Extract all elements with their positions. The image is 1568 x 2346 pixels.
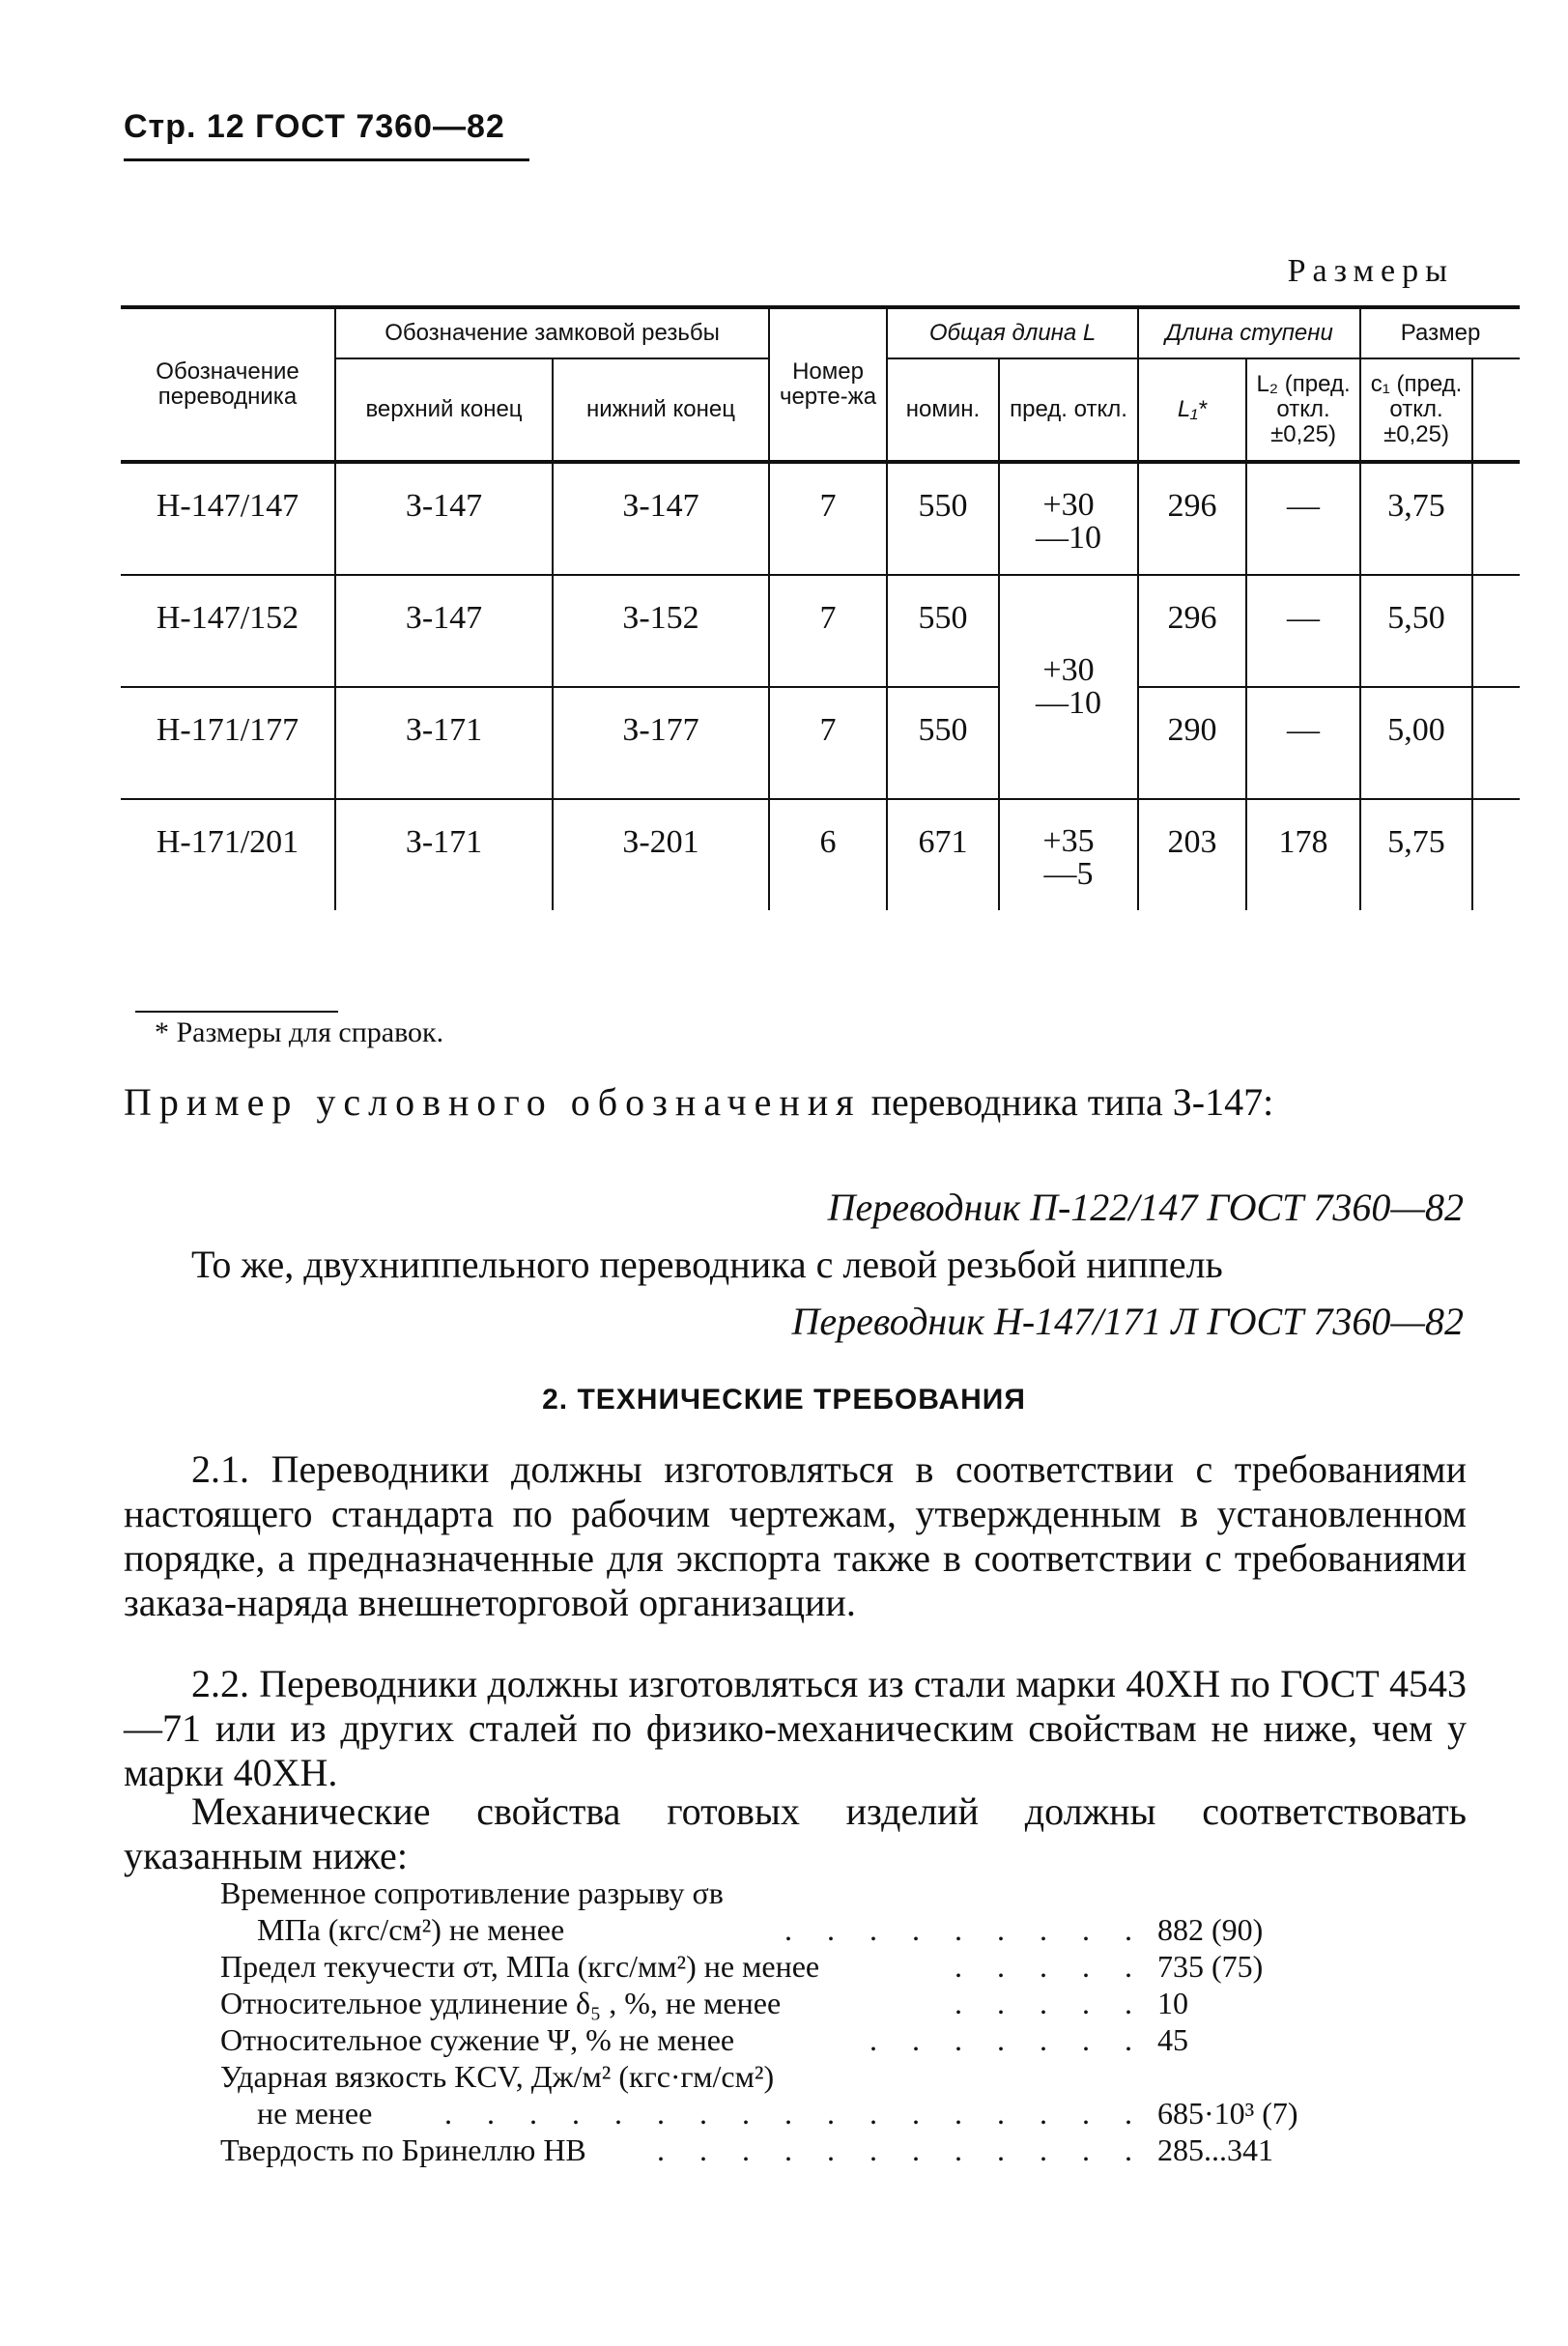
- property-row: [220, 2131, 1341, 2168]
- property-row: [220, 1985, 1341, 2021]
- cell-l1: 296: [1138, 462, 1246, 575]
- cell-nominal: 550: [887, 687, 999, 799]
- header-step-length: Длина ступени: [1138, 307, 1360, 358]
- cell-upper: З-147: [335, 575, 553, 687]
- tol-plus: +35: [1042, 823, 1095, 859]
- tol-minus: —10: [1036, 685, 1102, 721]
- table-row: [121, 575, 1520, 687]
- property-value: 45: [1157, 2022, 1188, 2057]
- cell-empty: [1472, 799, 1520, 910]
- header-lower-end: нижний конец: [553, 358, 769, 462]
- leader-dots: . . . . .: [955, 1949, 1146, 1984]
- header-designation: Обозначение переводника: [121, 307, 335, 462]
- cell-empty: [1472, 687, 1520, 799]
- table-footnote: * Размеры для справок.: [155, 1016, 444, 1048]
- cell-upper: З-171: [335, 687, 553, 799]
- property-name: Предел текучести σт, МПа (кгс/мм²) не менее: [220, 1949, 820, 1984]
- header-c1: c₁ (пред. откл. ±0,25): [1360, 358, 1472, 462]
- property-name: Твердость по Бринеллю НВ: [220, 2132, 586, 2167]
- properties-list: [220, 1874, 1341, 2168]
- cell-drawing: 6: [769, 799, 887, 910]
- property-row: [220, 2058, 1341, 2095]
- cell-l2: —: [1246, 462, 1360, 575]
- page-header: Стр. 12 ГОСТ 7360—82: [124, 108, 505, 145]
- cell-tolerance: [999, 799, 1138, 910]
- property-name: не менее: [257, 2096, 373, 2131]
- cell-nominal: 550: [887, 462, 999, 575]
- leader-dots: . . . . . . . . .: [784, 1912, 1146, 1947]
- cell-c1: 5,00: [1360, 687, 1472, 799]
- header-drawing-no: Номер черте-жа: [769, 307, 887, 462]
- example-same-text: То же, двухниппельного переводника с левой резьбой ниппель: [191, 1243, 1223, 1286]
- cell-lower: З-152: [553, 575, 769, 687]
- example-designation-1: Переводник П-122/147 ГОСТ 7360—82: [827, 1186, 1464, 1229]
- example-intro-rest: переводника типа З-147:: [870, 1080, 1274, 1124]
- cell-designation: Н-147/152: [121, 575, 335, 687]
- cell-l1: 203: [1138, 799, 1246, 910]
- property-name: Относительное удлинение δ₅ , %, не менее: [220, 1986, 782, 2020]
- property-value: 685·10³ (7): [1157, 2096, 1298, 2131]
- header-tolerance: пред. откл.: [999, 358, 1138, 462]
- leader-dots: . . . . . . .: [870, 2022, 1146, 2057]
- cell-empty: [1472, 575, 1520, 687]
- header-l1: L₁*: [1138, 358, 1246, 462]
- property-value: 882 (90): [1157, 1912, 1264, 1947]
- cell-nominal: 671: [887, 799, 999, 910]
- property-row: [220, 2021, 1341, 2058]
- header-lock-thread: Обозначение замковой резьбы: [335, 307, 769, 358]
- cell-upper: З-147: [335, 462, 553, 575]
- mechanical-intro: Механические свойства готовых изделий должны соответствовать указанным ниже:: [124, 1789, 1467, 1877]
- table-row: [121, 687, 1520, 799]
- property-name: Ударная вязкость KCV, Дж/м² (кгс·гм/см²): [220, 2059, 775, 2094]
- cell-l2: —: [1246, 575, 1360, 687]
- example-designation-2: Переводник Н-147/171 Л ГОСТ 7360—82: [791, 1300, 1464, 1343]
- cell-nominal: 550: [887, 575, 999, 687]
- property-name: Относительное сужение Ψ, % не менее: [220, 2022, 735, 2057]
- cell-designation: Н-171/201: [121, 799, 335, 910]
- cell-designation: Н-171/177: [121, 687, 335, 799]
- header-total-length: Общая длина L: [887, 307, 1138, 358]
- header-l2: L₂ (пред. откл. ±0,25): [1246, 358, 1360, 462]
- cell-tolerance: [999, 575, 1138, 799]
- tol-plus: +30: [1042, 487, 1095, 523]
- cell-drawing: 7: [769, 575, 887, 687]
- example-intro-spaced: Пример условного обозначения: [124, 1080, 862, 1124]
- cell-drawing: 7: [769, 462, 887, 575]
- cell-l1: 290: [1138, 687, 1246, 799]
- property-row: [220, 2095, 1341, 2131]
- cell-l2: —: [1246, 687, 1360, 799]
- property-row: [220, 1911, 1341, 1948]
- property-value: 10: [1157, 1986, 1188, 2020]
- cell-l2: 178: [1246, 799, 1360, 910]
- property-name: Временное сопротивление разрыву σв: [220, 1875, 724, 1910]
- table-row: [121, 799, 1520, 910]
- cell-designation: Н-147/147: [121, 462, 335, 575]
- section-title: 2. ТЕХНИЧЕСКИЕ ТРЕБОВАНИЯ: [542, 1384, 1026, 1416]
- paragraph-2-1: 2.1. Переводники должны изготовляться в соответствии с требованиями настоящего стандарта по рабочим чертежам, утвержденным в установленном порядке, а предназначенные для экспорта также в соответствии с требованиями заказа-наряда внешнеторговой организации.: [124, 1447, 1467, 1624]
- property-value: 285...341: [1157, 2132, 1273, 2167]
- header-size: Размер: [1360, 307, 1520, 358]
- tol-minus: —10: [1036, 520, 1102, 556]
- cell-upper: З-171: [335, 799, 553, 910]
- header-upper-end: верхний конец: [335, 358, 553, 462]
- cell-tolerance: [999, 462, 1138, 575]
- dimensions-table: [121, 305, 1520, 910]
- cell-c1: 5,75: [1360, 799, 1472, 910]
- property-value: 735 (75): [1157, 1949, 1264, 1984]
- footnote-rule: [135, 1011, 338, 1013]
- property-row: [220, 1874, 1341, 1911]
- cell-empty: [1472, 462, 1520, 575]
- header-nominal: номин.: [887, 358, 999, 462]
- cell-lower: З-201: [553, 799, 769, 910]
- leader-dots: . . . . . . . . . . . .: [657, 2132, 1146, 2167]
- cell-c1: 5,50: [1360, 575, 1472, 687]
- cell-lower: З-177: [553, 687, 769, 799]
- tol-plus: +30: [1042, 652, 1095, 688]
- property-row: [220, 1948, 1341, 1985]
- cell-drawing: 7: [769, 687, 887, 799]
- leader-dots: . . . . .: [955, 1986, 1146, 2020]
- cell-c1: 3,75: [1360, 462, 1472, 575]
- table-row: [121, 462, 1520, 575]
- leader-dots: . . . . . . . . . . . . . . . . .: [444, 2096, 1146, 2131]
- header-rule: [124, 158, 529, 161]
- paragraph-2-2: 2.2. Переводники должны изготовляться из стали марки 40ХН по ГОСТ 4543—71 или из других сталей по физико-механическим свойствам не ниже, чем у марки 40ХН.: [124, 1662, 1467, 1794]
- cell-lower: З-147: [553, 462, 769, 575]
- table-caption: Размеры: [1287, 253, 1454, 289]
- header-empty: [1472, 358, 1520, 462]
- cell-l1: 296: [1138, 575, 1246, 687]
- example-intro: [124, 1080, 1467, 1125]
- tol-minus: —5: [1043, 856, 1094, 892]
- property-name: МПа (кгс/см²) не менее: [257, 1912, 565, 1947]
